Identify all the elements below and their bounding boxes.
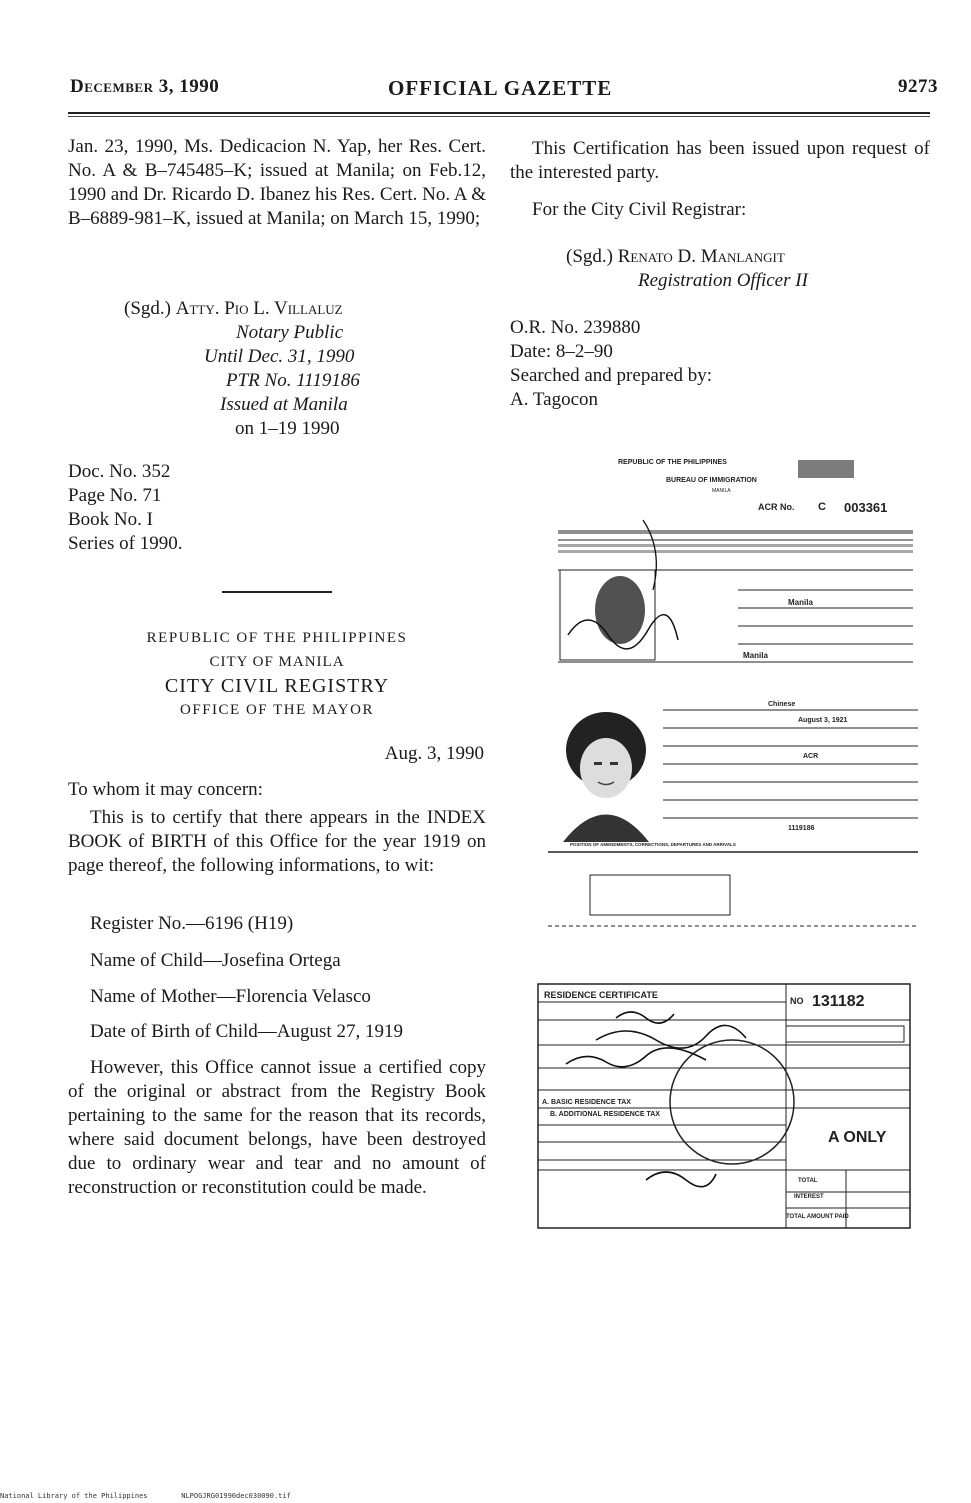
acr-birth: August 3, 1921 — [798, 717, 848, 724]
acr-republic: REPUBLIC OF THE PHILIPPINES — [618, 459, 727, 466]
rc-additional-tax: B. ADDITIONAL RESIDENCE TAX — [550, 1111, 660, 1118]
acr-nationality: Chinese — [768, 701, 796, 708]
rc-number: 131182 — [812, 993, 865, 1010]
section-divider — [222, 591, 332, 593]
birth-date: Date of Birth of Child—August 27, 1919 — [90, 1021, 403, 1042]
child-name: Name of Child—Josefina Ortega — [90, 950, 341, 971]
officer-signature-block: (Sgd.) Renato D. Manlangit Registration Officer II — [566, 246, 808, 291]
header-rule — [68, 112, 930, 114]
acr-manila-field: Manila — [743, 651, 768, 660]
acr-series: C — [818, 501, 826, 513]
certification-paragraph: This Certification has been issued upon request of the interested party. — [510, 138, 930, 183]
portrait-photo — [548, 712, 658, 842]
registry-header: REPUBLIC OF THE PHILIPPINES CITY OF MANILA CITY CIVIL REGISTRY OFFICE OF THE MAYOR — [146, 630, 408, 718]
mother-name: Name of Mother—Florencia Velasco — [90, 986, 371, 1007]
notary-name-line: (Sgd.) Atty. Pio L. Villaluz — [124, 298, 343, 319]
acr-label: ACR No. — [758, 502, 795, 512]
header-rule-thin — [68, 116, 930, 117]
certify-paragraph: This is to certify that there appears in the INDEX BOOK of BIRTH of this Office for the year 1919 on page thereof, the following informations, to wit: — [68, 807, 486, 876]
acr-note: POSITION OF AMENDMENTS, CORRECTIONS, DEPARTURES AND ARRIVALS — [570, 842, 736, 847]
for-registrar: For the City Civil Registrar: — [532, 199, 747, 220]
page-number: 9273 — [898, 76, 938, 97]
rc-no-label: NO — [790, 996, 804, 1006]
notary-signature-block: (Sgd.) Atty. Pio L. Villaluz Notary Public Until Dec. 31, 1990 PTR No. 1119186 Issued at Manila on 1–19 1990 — [124, 297, 454, 441]
rc-interest: INTEREST — [794, 1194, 824, 1200]
acr-card-image — [548, 450, 920, 950]
rc-total: TOTAL — [798, 1178, 818, 1184]
acr-manila-head: MANILA — [712, 488, 731, 494]
or-details: O.R. No. 239880 Date: 8–2–90 Searched and prepared by: A. Tagocon — [510, 317, 713, 410]
document-info: Doc. No. 352 Page No. 71 Book No. I Series of 1990. — [68, 461, 183, 554]
registry-date: Aug. 3, 1990 — [384, 743, 484, 764]
rc-amount-paid: TOTAL AMOUNT PAID — [786, 1214, 849, 1220]
acr-field-acr: ACR — [803, 753, 819, 760]
rc-basic-tax: A. BASIC RESIDENCE TAX — [542, 1099, 631, 1106]
register-number: Register No.—6196 (H19) — [90, 913, 294, 934]
svg-text:Manila: Manila — [788, 598, 813, 607]
rc-stamp: A ONLY — [828, 1129, 887, 1146]
intro-paragraph: Jan. 23, 1990, Ms. Dedicacion N. Yap, her Res. Cert. No. A & B–745485–K; issued at Manila; on Feb.12, 1990 and Dr. Ricardo D. Ibanez his Res. Cert. No. A & B–6889-981–K, issued at Manila; on March 15, 1990; — [68, 136, 486, 229]
salutation: To whom it may concern: — [68, 779, 263, 800]
acr-field-ptr: 1119186 — [788, 825, 815, 832]
rc-title: RESIDENCE CERTIFICATE — [544, 990, 658, 1000]
scan-footer: National Library of the Philippines NLPOGJRG01990dec030090.tif — [0, 1492, 291, 1500]
header-title: OFFICIAL GAZETTE — [388, 76, 613, 100]
acr-number: 003361 — [844, 500, 888, 515]
residence-certificate-image — [536, 970, 914, 1232]
however-paragraph: However, this Office cannot issue a certified copy of the original or abstract from the Registry Book pertaining to the same for the reason that its records, where said document belongs, have been destroyed due to ordinary wear and tear and no amount of reconstruction or reconstitution could be made. — [68, 1057, 486, 1198]
acr-card-svg — [548, 450, 920, 950]
header-date: December 3, 1990 — [70, 76, 220, 97]
acr-bureau: BUREAU OF IMMIGRATION — [666, 477, 757, 484]
